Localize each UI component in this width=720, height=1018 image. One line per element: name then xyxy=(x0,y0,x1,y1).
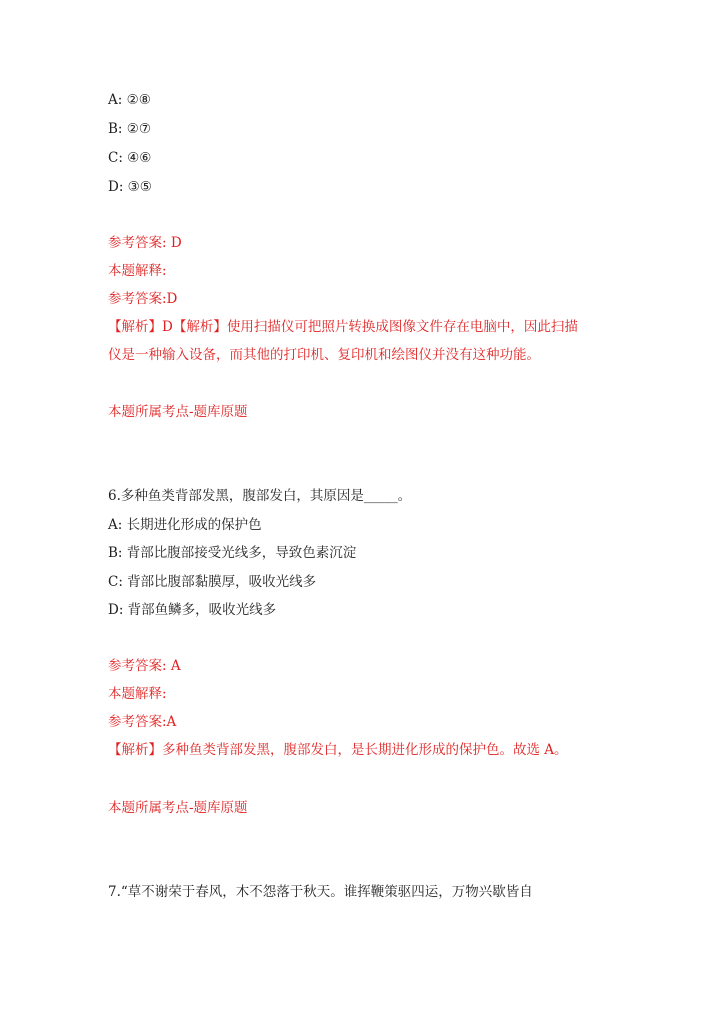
q6-answer-line: 参考答案:A xyxy=(108,714,177,730)
q6-analysis: 【解析】多种鱼类背部发黑，腹部发白，是长期进化形成的保护色。故选 A。 xyxy=(108,742,568,758)
q5-source: 本题所属考点-题库原题 xyxy=(108,404,248,420)
q5-explanation-label: 本题解释: xyxy=(108,263,167,279)
q6-option-d: D: 背部鱼鳞多，吸收光线多 xyxy=(108,602,277,618)
q6-option-a: A: 长期进化形成的保护色 xyxy=(108,517,262,533)
q6-stem: 6.多种鱼类背部发黑，腹部发白，其原因是_____。 xyxy=(108,488,412,504)
q5-option-c: C: ④⑥ xyxy=(108,150,152,166)
q5-answer-label: 参考答案: D xyxy=(108,235,182,251)
q6-source: 本题所属考点-题库原题 xyxy=(108,800,248,816)
q5-answer-line: 参考答案:D xyxy=(108,291,178,307)
q6-explanation-label: 本题解释: xyxy=(108,686,167,702)
q5-option-a: A: ②⑧ xyxy=(108,92,151,108)
q6-answer-label: 参考答案: A xyxy=(108,658,181,674)
q6-option-c: C: 背部比腹部黏膜厚，吸收光线多 xyxy=(108,574,317,590)
q7-stem: 7.“草不谢荣于春风，木不怨落于秋天。谁挥鞭策驱四运，万物兴歇皆自 xyxy=(108,884,533,900)
q5-analysis-line-2: 仪是一种输入设备，而其他的打印机、复印机和绘图仪并没有这种功能。 xyxy=(108,347,540,363)
q5-option-d: D: ③⑤ xyxy=(108,179,152,195)
q5-analysis-line-1: 【解析】D【解析】使用扫描仪可把照片转换成图像文件存在电脑中，因此扫描 xyxy=(108,319,578,335)
q5-option-b: B: ②⑦ xyxy=(108,121,151,137)
q6-option-b: B: 背部比腹部接受光线多，导致色素沉淀 xyxy=(108,545,357,561)
